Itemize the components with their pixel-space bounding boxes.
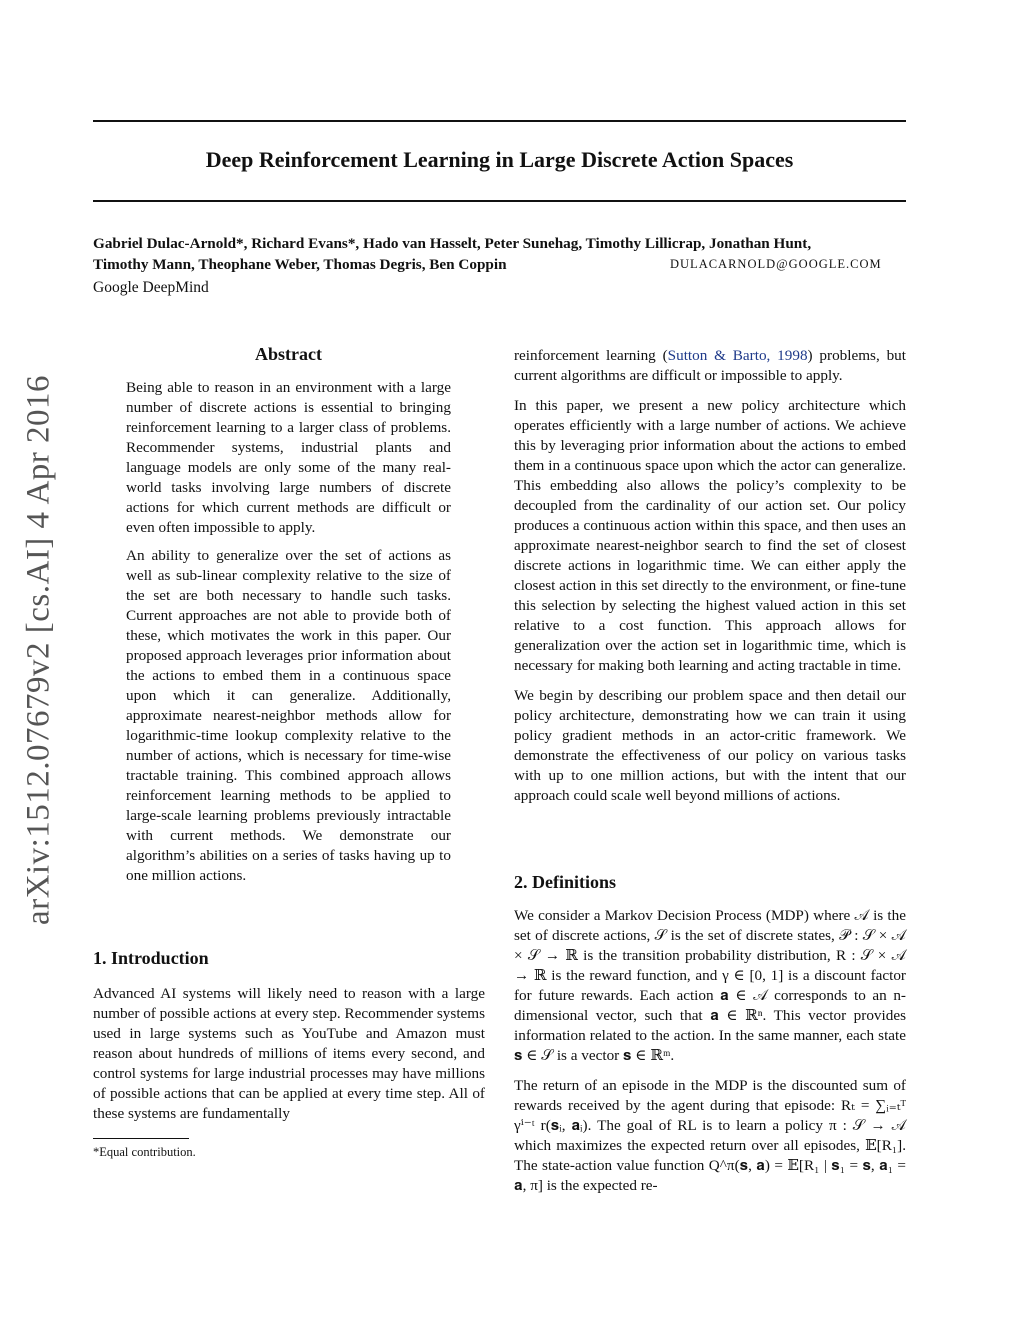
footnote-rule: [93, 1138, 189, 1139]
paper-title: Deep Reinforcement Learning in Large Discrete Action Spaces: [205, 147, 794, 172]
definitions-body: [514, 906, 906, 1206]
arxiv-sidebar: [14, 370, 64, 930]
definitions-paragraph: We consider a Markov Decision Process (MDP) where 𝒜 is the set of discrete actions, 𝒮 is the set of discrete states, 𝒫 : 𝒮 × 𝒜 × 𝒮 → ℝ is the transition probability distribution, R : 𝒮 × 𝒜 → ℝ is the reward function, and γ ∈ [0, 1] is a discount factor for future rewards. Each action 𝐚 ∈ 𝒜 corresponds to an n-dimensional vector, such that 𝐚 ∈ ℝⁿ. This vector provides information related to the action. In the same manner, each state 𝐬 ∈ 𝒮 is a vector 𝐬 ∈ ℝᵐ.: [514, 907, 906, 1064]
title-bottom-rule: [93, 200, 906, 202]
contact-email[interactable]: DULACARNOLD@GOOGLE.COM: [670, 257, 882, 271]
intro-paragraph: We begin by describing our problem space and then detail our policy architecture, demonstrating how we can train it using policy gradient methods in an actor-critic framework. We demonstrate the effectiveness of our policy on various tasks with up to one million actions, but with the intent that our approach could scale well beyond millions of actions.: [514, 687, 906, 804]
citation-link[interactable]: Sutton & Barto, 1998: [667, 347, 808, 364]
affiliation: Google DeepMind: [93, 279, 209, 296]
abstract-heading: Abstract: [255, 344, 322, 364]
intro-continuation-paragraph: [514, 346, 906, 386]
abstract-body: [126, 378, 451, 894]
intro-paragraph: Advanced AI systems will likely need to reason with a large number of possible actions at every step. Recommender systems used in large systems such as YouTube and Amazon must reason about hundreds of millions of items every second, and control systems for large industrial processes may have millions of possible actions that can be applied at every time step. All of these systems are fundamentally: [93, 985, 485, 1122]
right-column-intro: [514, 346, 906, 816]
section-heading-definitions: 2. Definitions: [514, 872, 617, 892]
authors-line-2: Timothy Mann, Theophane Weber, Thomas Degris, Ben Coppin: [93, 256, 507, 273]
section-heading-introduction: 1. Introduction: [93, 948, 209, 968]
abstract-paragraph: An ability to generalize over the set of actions as well as sub-linear complexity relative to the size of the set are both necessary to handle such tasks. Current approaches are not able to provide both of these, which motivates the work in this paper. Our proposed approach leverages prior information about the actions to embed them in a continuous space upon which it can generalize. Additionally, approximate nearest-neighbor methods allow for logarithmic-time lookup complexity relative to the number of actions, which is necessary for time-wise tractable training. This combined approach allows reinforcement learning methods to be applied to large-scale learning problems previously intractable with current methods. We demonstrate our algorithm’s abilities on a series of tasks having up to one million actions.: [126, 547, 451, 884]
definitions-paragraph: The return of an episode in the MDP is the discounted sum of rewards received by the agent during that episode: Rₜ = ∑ᵢ₌ₜᵀ γⁱ⁻ᵗ r(𝐬ᵢ, 𝐚ᵢ). The goal of RL is to learn a policy π : 𝒮 → 𝒜 which maximizes the expected return over all episodes, 𝔼[R₁]. The state-action value function Q^π(𝐬, 𝐚) = 𝔼[R₁ | 𝐬₁ = 𝐬, 𝐚₁ = 𝐚, π] is the expected re-: [514, 1077, 906, 1194]
title-top-rule: [93, 120, 906, 122]
intro-body: [93, 984, 485, 1134]
arxiv-identifier[interactable]: arXiv:1512.07679v2 [cs.AI] 4 Apr 2016: [20, 374, 57, 926]
intro-paragraph: In this paper, we present a new policy architecture which operates efficiently with a large number of actions. We achieve this by leveraging prior information about the actions to embed them in a continuous space upon which the actor can generalize. This embedding also allows the policy’s complexity to be decoupled from the cardinality of our action set. Our policy produces a continuous action within this space, and then uses an approximate nearest-neighbor search to find the set of closest discrete actions in logarithmic time. We can either apply the closest action in this set directly to the environment, or fine-tune this selection by selecting the highest valued action in this set relative to a cost function. This approach allows for generalization over the action set in logarithmic time, which is necessary for making both learning and acting tractable in time.: [514, 397, 906, 674]
abstract-paragraph: Being able to reason in an environment with a large number of discrete actions is essential to bringing reinforcement learning to a larger class of problems. Recommender systems, industrial plants and language models are only some of the many real-world tasks involving large numbers of discrete actions for which current methods are difficult or even often impossible to apply.: [126, 379, 451, 536]
text-span: ) problems, but current algorithms are difficult or impossible to apply.: [514, 347, 906, 384]
footnote: *Equal contribution.: [93, 1145, 196, 1159]
authors-line-1: Gabriel Dulac-Arnold*, Richard Evans*, Hado van Hasselt, Peter Sunehag, Timothy Lillicrap, Jonathan Hunt,: [93, 235, 812, 252]
text-span: reinforcement learning (: [514, 347, 668, 364]
